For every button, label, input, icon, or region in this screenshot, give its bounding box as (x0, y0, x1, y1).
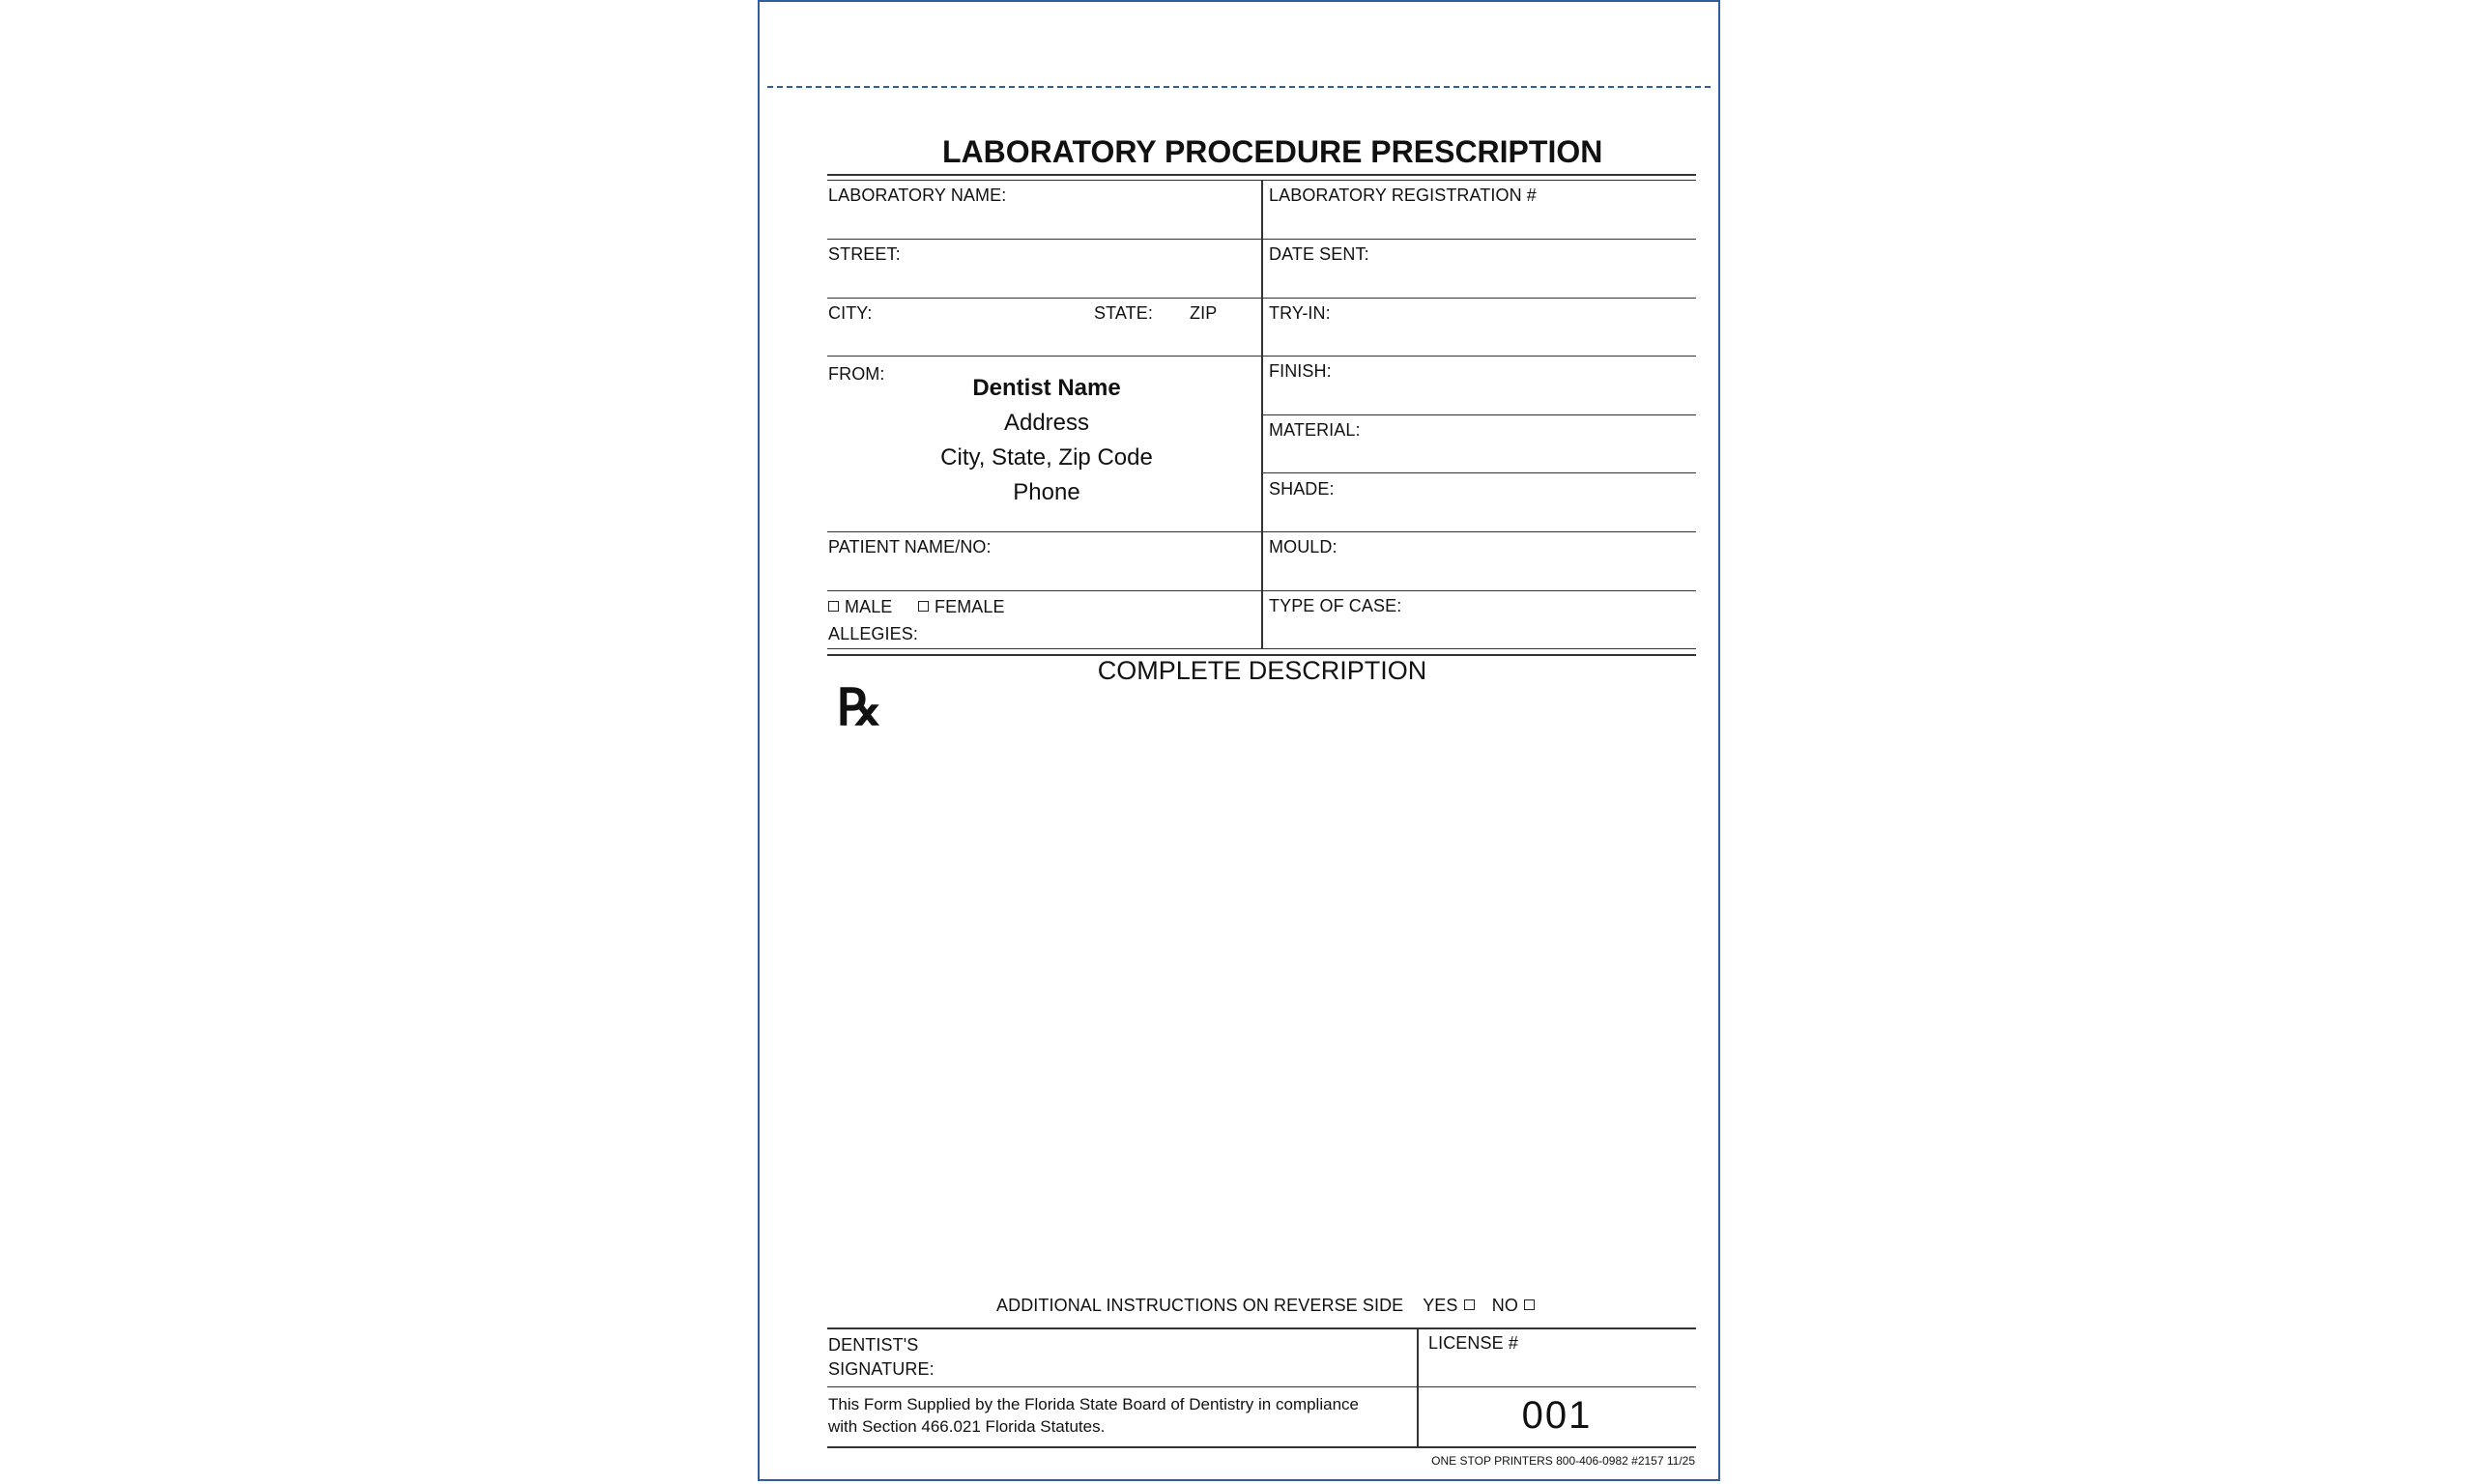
male-label: MALE (845, 597, 893, 616)
allergies-label: ALLEGIES: (828, 624, 918, 643)
dentist-signature-line2: SIGNATURE: (828, 1359, 935, 1379)
shade-label: SHADE: (1269, 479, 1335, 499)
female-label: FEMALE (935, 597, 1005, 616)
type-of-case-label: TYPE OF CASE: (1269, 596, 1402, 615)
signature-rule-bottom (827, 1446, 1696, 1448)
signature-rule-middle (827, 1386, 1696, 1387)
form-sheet (758, 0, 1720, 1481)
signature-rule-top (827, 1327, 1696, 1329)
male-checkbox[interactable] (828, 601, 839, 612)
mould-label: MOULD: (1269, 537, 1338, 556)
dentist-name: Dentist Name (972, 375, 1121, 401)
street-label: STREET: (828, 244, 901, 264)
yes-label: YES (1423, 1296, 1458, 1315)
row-divider (827, 298, 1696, 299)
license-label: LICENSE # (1428, 1333, 1518, 1353)
row-divider (827, 356, 1696, 357)
row-divider (1262, 472, 1696, 473)
no-label: NO (1491, 1296, 1518, 1315)
from-label: FROM: (828, 364, 885, 384)
dentist-address: Address (1003, 410, 1090, 436)
material-label: MATERIAL: (1269, 420, 1361, 440)
finish-label: FINISH: (1269, 361, 1332, 381)
female-checkbox[interactable] (918, 601, 929, 612)
dentist-signature-line1: DENTIST'S (828, 1335, 919, 1355)
title-rule-top (827, 174, 1696, 176)
row-divider (1262, 414, 1696, 415)
city-label: CITY: (828, 303, 873, 323)
female-option[interactable] (918, 597, 1005, 617)
no-checkbox[interactable] (1524, 1299, 1535, 1310)
patient-label: PATIENT NAME/NO: (828, 537, 992, 556)
row-divider (827, 239, 1696, 240)
male-option[interactable] (828, 597, 892, 617)
date-sent-label: DATE SENT: (1269, 244, 1369, 264)
zip-label: ZIP (1190, 303, 1218, 323)
additional-instructions (996, 1296, 1535, 1316)
rx-symbol: ℞ (837, 678, 882, 737)
row-divider (827, 531, 1696, 532)
perforation-line (767, 86, 1711, 88)
serial-number: 001 (1521, 1394, 1593, 1437)
dentist-phone: Phone (1013, 479, 1080, 505)
try-in-label: TRY-IN: (1269, 303, 1331, 323)
form-title: LABORATORY PROCEDURE PRESCRIPTION (942, 134, 1603, 169)
yes-checkbox[interactable] (1464, 1299, 1475, 1310)
row-divider (827, 590, 1696, 591)
grid-rule-top (827, 648, 1696, 649)
laboratory-registration-label: LABORATORY REGISTRATION # (1269, 186, 1537, 205)
description-heading: COMPLETE DESCRIPTION (1097, 656, 1427, 685)
compliance-line1: This Form Supplied by the Florida State Board of Dentistry in compliance (828, 1395, 1359, 1413)
compliance-line2: with Section 466.021 Florida Statutes. (828, 1417, 1106, 1436)
additional-instructions-label: ADDITIONAL INSTRUCTIONS ON REVERSE SIDE (996, 1296, 1404, 1315)
printer-credit: ONE STOP PRINTERS 800-406-0982 #2157 11/25 (1431, 1454, 1695, 1468)
state-label: STATE: (1094, 303, 1153, 323)
dentist-city-state-zip: City, State, Zip Code (940, 444, 1153, 471)
laboratory-name-label: LABORATORY NAME: (828, 186, 1007, 205)
